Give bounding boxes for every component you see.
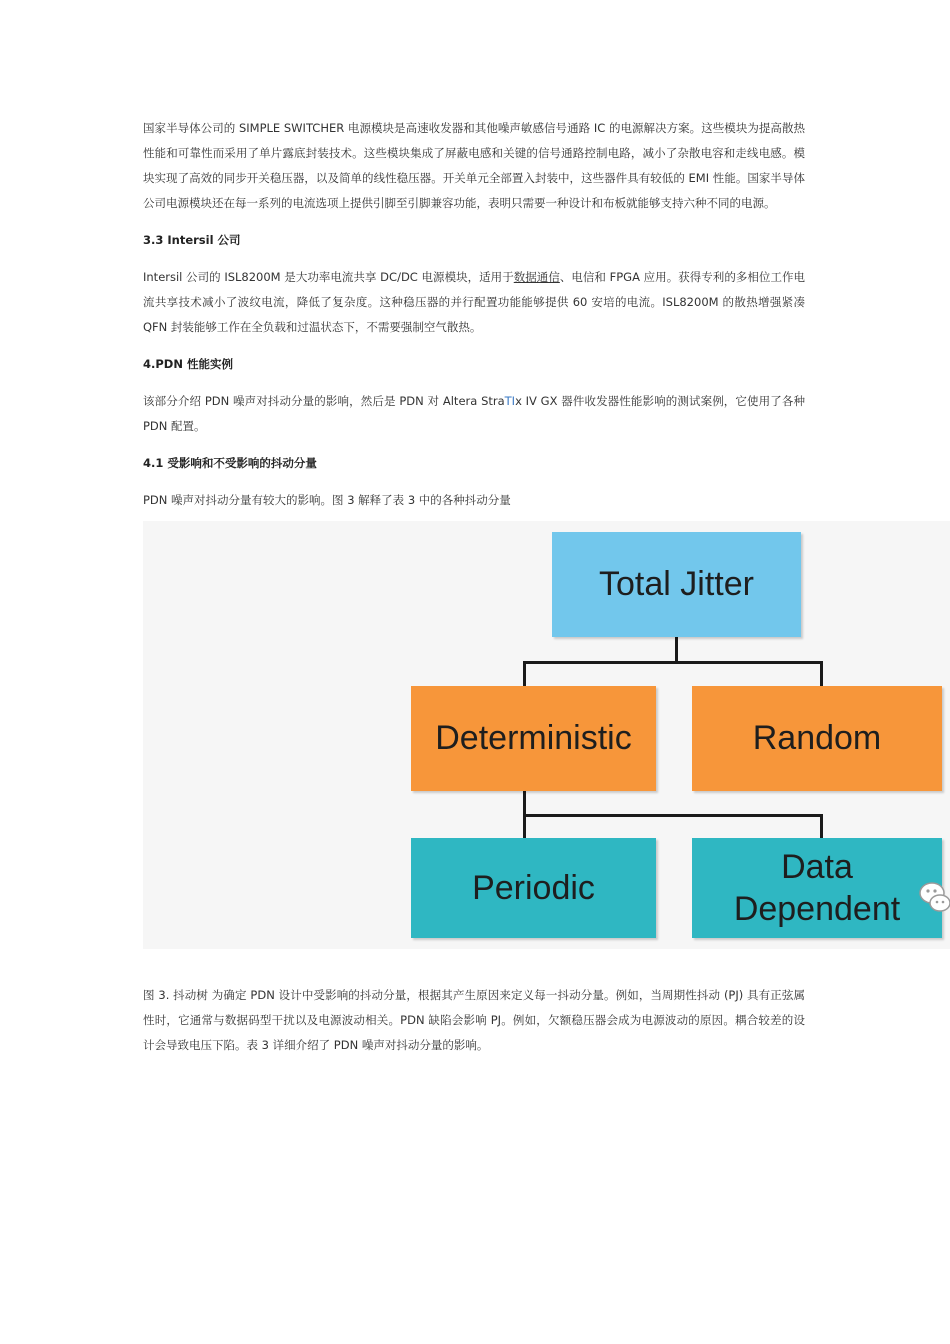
wechat-icon bbox=[918, 879, 950, 919]
connector-to-data-dependent bbox=[820, 814, 823, 838]
connector-to-periodic bbox=[523, 814, 526, 838]
figure-3-caption-text: 图 3. 抖动树 为确定 PDN 设计中受影响的抖动分量，根据其产生原因来定义每一抖动分量。例如，当周期性抖动 (PJ) 具有正弦属性时，它通常与数据码型干扰以及电源波动相关。PDN 缺陷会影响 PJ。例如，欠额稳压器会成为电源波动的原因。耦合较差的设计会导致电压下陷。表 3 详细介绍了 PDN 噪声对抖动分量的影响。 bbox=[143, 988, 805, 1052]
paragraph-national-semiconductor: 国家半导体公司的 SIMPLE SWITCHER 电源模块是高速收发器和其他噪声敏感信号通路 IC 的电源解决方案。这些模块为提高散热性能和可靠性而采用了单片露底封装技术。这些模块集成了屏蔽电感和关键的信号通路控制电路，减小了杂散电容和走线电感。模块实现了高效的同步开关稳压器，以及简单的线性稳压器。开关单元全部置入封装中，这些器件具有较低的 EMI 性能。国家半导体公司电源模块还在每一系列的电流选项上提供引脚至引脚兼容功能，表明只需要一种设计和布板就能够支持六种不同的电源。 bbox=[143, 121, 805, 210]
data-dependent-label-line2: Dependent bbox=[733, 890, 901, 928]
heading-4-1-jitter: 4.1 受影响和不受影响的抖动分量 bbox=[143, 456, 317, 470]
ti-highlight: TI bbox=[504, 394, 516, 408]
paragraph-pdn-intro bbox=[143, 389, 805, 439]
article-body bbox=[143, 116, 805, 513]
random-label: Random bbox=[752, 719, 882, 757]
paragraph-intersil bbox=[143, 265, 805, 340]
random-box bbox=[692, 686, 942, 791]
deterministic-box bbox=[411, 686, 656, 791]
intersil-text-a: Intersil 公司的 ISL8200M 是大功率电流共享 DC/DC 电源模块，适用于 bbox=[143, 270, 514, 284]
data-dependent-label-line1: Data bbox=[781, 848, 853, 886]
connector-level1-horizontal bbox=[523, 661, 823, 664]
pdn-intro-text-b: x IV GX 器件收发器性能影响的测试案例，它使用了各种 PDN 配置。 bbox=[143, 394, 805, 433]
connector-level2-horizontal bbox=[523, 814, 823, 817]
periodic-label: Periodic bbox=[472, 868, 595, 907]
connector-to-random bbox=[820, 661, 823, 687]
periodic-box bbox=[411, 838, 656, 938]
total-jitter-box bbox=[552, 532, 801, 637]
connector-to-deterministic bbox=[523, 661, 526, 687]
data-dependent-box bbox=[692, 838, 942, 938]
data-comm-link[interactable]: 数据通信 bbox=[513, 270, 560, 284]
intersil-text-b: 、电信和 FPGA 应用。获得专利的多相位工作电流共享技术减小了波纹电流，降低了复杂度。这种稳压器的并行配置功能能够提供 60 安培的电流。ISL8200M 的散热增强紧凑 QFN 封装能够工作在全负载和过温状态下，不需要强制空气散热。 bbox=[143, 270, 805, 334]
connector-root-down bbox=[675, 637, 678, 663]
heading-4-pdn: 4.PDN 性能实例 bbox=[143, 357, 233, 371]
total-jitter-label: Total Jitter bbox=[599, 565, 754, 603]
paragraph-jitter-intro: PDN 噪声对抖动分量有较大的影响。图 3 解释了表 3 中的各种抖动分量 bbox=[143, 493, 511, 507]
heading-3-3-intersil: 3.3 Intersil 公司 bbox=[143, 233, 241, 247]
jitter-tree-figure bbox=[143, 521, 950, 949]
figure-caption bbox=[143, 983, 805, 1058]
deterministic-label: Deterministic bbox=[435, 719, 632, 757]
pdn-intro-text-a: 该部分介绍 PDN 噪声对抖动分量的影响，然后是 PDN 对 Altera Stra bbox=[143, 394, 505, 408]
